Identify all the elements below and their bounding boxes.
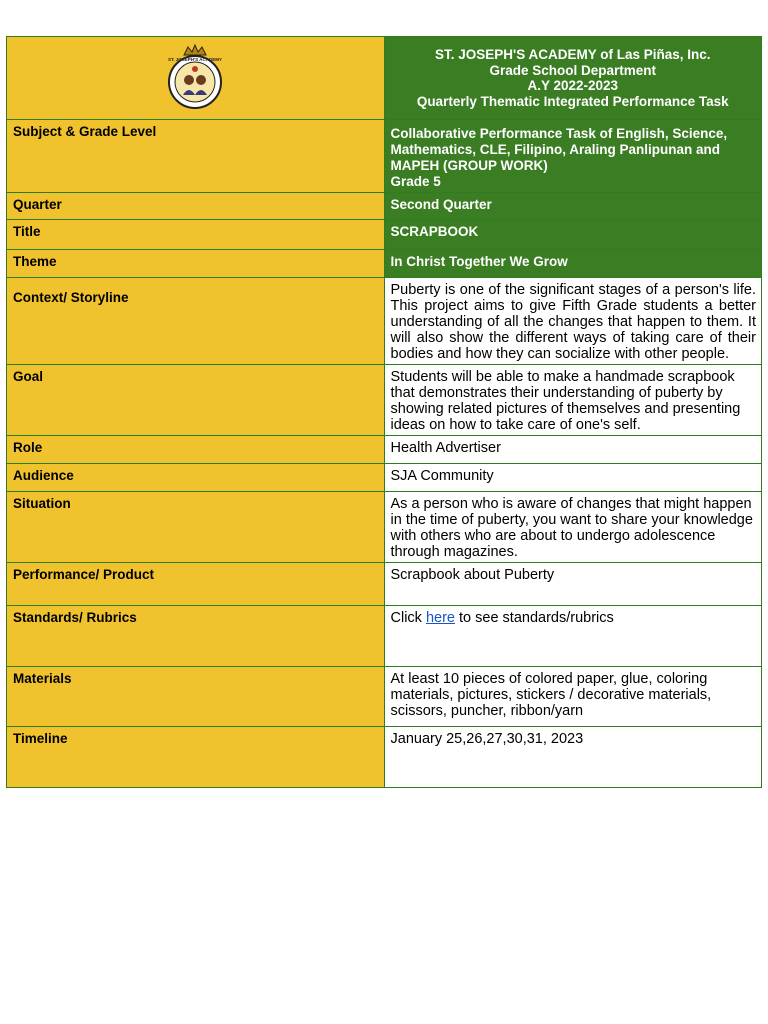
school-seal-logo	[166, 43, 224, 109]
value-product: Scrapbook about Puberty	[384, 563, 762, 606]
row-materials	[7, 667, 762, 727]
svg-text:ST. JOSEPH'S ACADEMY: ST. JOSEPH'S ACADEMY	[168, 56, 223, 62]
row-quarter	[7, 193, 762, 220]
value-theme: In Christ Together We Grow	[384, 250, 762, 278]
value-audience: SJA Community	[384, 464, 762, 492]
academic-year: A.Y 2022-2023	[527, 78, 619, 93]
row-audience	[7, 464, 762, 492]
label-role: Role	[7, 436, 385, 464]
value-title: SCRAPBOOK	[384, 220, 762, 250]
row-theme	[7, 250, 762, 278]
label-product: Performance/ Product	[7, 563, 385, 606]
task-type: Quarterly Thematic Integrated Performance Task	[416, 93, 729, 109]
value-materials: At least 10 pieces of colored paper, glue, coloring materials, pictures, stickers / decorative materials, scissors, puncher, ribbon/yarn	[384, 667, 762, 727]
label-materials: Materials	[7, 667, 385, 727]
standards-suffix: to see standards/rubrics	[459, 610, 614, 626]
header-text	[384, 37, 762, 120]
row-role	[7, 436, 762, 464]
value-timeline: January 25,26,27,30,31, 2023	[384, 727, 762, 788]
row-timeline	[7, 727, 762, 788]
grade-line: Grade 5	[390, 174, 441, 189]
value-goal: Students will be able to make a handmade scrapbook that demonstrates their understanding of puberty by showing related pictures of themselves and presenting ideas on how to take care of one's self.	[384, 365, 762, 436]
label-audience: Audience	[7, 464, 385, 492]
header-row	[7, 37, 762, 120]
row-standards	[7, 606, 762, 667]
label-quarter: Quarter	[7, 193, 385, 220]
row-title	[7, 220, 762, 250]
label-timeline: Timeline	[7, 727, 385, 788]
value-standards	[384, 606, 762, 667]
row-goal	[7, 365, 762, 436]
value-context: Puberty is one of the significant stages of a person's life. This project aims to give Fifth Grade students a better understanding of all the changes that happen to them. It will also show the different ways of taking care of their bodies and how they can socialize with other people.	[384, 278, 762, 365]
performance-task-table	[6, 36, 762, 788]
label-subject: Subject & Grade Level	[7, 120, 385, 193]
logo-cell	[7, 37, 385, 120]
rubrics-link[interactable]: here	[425, 610, 455, 626]
value-subject	[384, 120, 762, 193]
row-subject	[7, 120, 762, 193]
row-situation	[7, 492, 762, 563]
subject-line: Collaborative Performance Task of English, Science, Mathematics, CLE, Filipino, Araling Panlipunan and MAPEH (GROUP WORK)	[390, 126, 728, 173]
row-context	[7, 278, 762, 365]
standards-prefix: Click	[390, 610, 422, 626]
label-theme: Theme	[7, 250, 385, 278]
value-role: Health Advertiser	[384, 436, 762, 464]
label-context: Context/ Storyline	[7, 278, 385, 365]
label-standards: Standards/ Rubrics	[7, 606, 385, 667]
school-name: ST. JOSEPH'S ACADEMY of Las Piñas, Inc.	[434, 47, 711, 62]
label-goal: Goal	[7, 365, 385, 436]
label-title: Title	[7, 220, 385, 250]
value-situation: As a person who is aware of changes that might happen in the time of puberty, you want to share your knowledge with others who are about to undergo adolescence through magazines.	[384, 492, 762, 563]
department-name: Grade School Department	[489, 62, 657, 78]
value-quarter: Second Quarter	[384, 193, 762, 220]
row-product	[7, 563, 762, 606]
label-situation: Situation	[7, 492, 385, 563]
